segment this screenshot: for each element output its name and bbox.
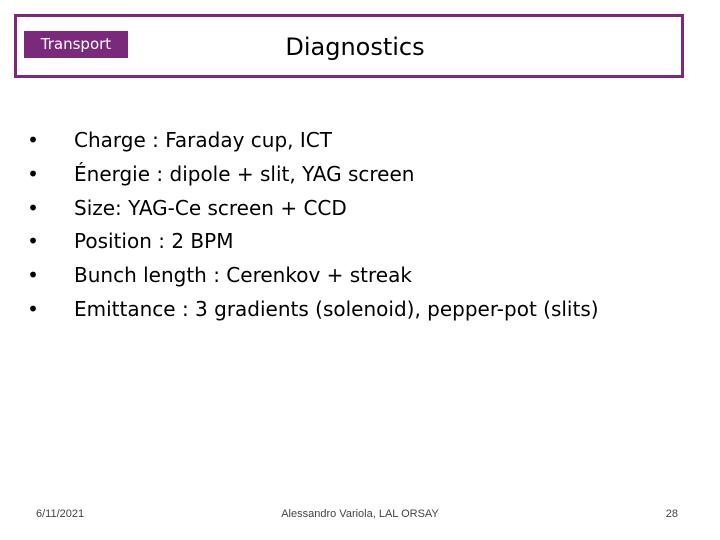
bullet-list — [26, 124, 599, 327]
bullet-item — [26, 124, 599, 158]
bullet-icon: • — [27, 161, 39, 186]
bullet-text: Énergie : dipole + slit, YAG screen — [74, 161, 415, 186]
bullet-icon: • — [27, 296, 39, 321]
footer-page-number: 28 — [665, 508, 678, 520]
footer-date: 6/11/2021 — [36, 508, 85, 520]
bullet-text: Emittance : 3 gradients (solenoid), pepper-pot (slits) — [74, 296, 599, 321]
bullet-icon: • — [27, 229, 39, 254]
bullet-text: Charge : Faraday cup, ICT — [74, 128, 332, 152]
section-tag: Transport — [24, 31, 128, 58]
slide-title-text: Diagnostics — [285, 33, 425, 61]
bullet-item — [26, 225, 599, 259]
bullet-icon: • — [27, 128, 39, 152]
bullet-text: Size: YAG-Ce screen + CCD — [74, 195, 347, 220]
bullet-text: Position : 2 BPM — [74, 229, 234, 254]
bullet-item — [26, 293, 599, 327]
footer-author: Alessandro Variola, LAL ORSAY — [281, 508, 439, 520]
bullet-item — [26, 259, 599, 293]
bullet-icon: • — [27, 263, 39, 288]
bullet-icon: • — [27, 195, 39, 220]
bullet-item — [26, 158, 599, 192]
slide-title — [0, 30, 720, 64]
bullet-item — [26, 192, 599, 226]
bullet-text: Bunch length : Cerenkov + streak — [74, 263, 412, 288]
